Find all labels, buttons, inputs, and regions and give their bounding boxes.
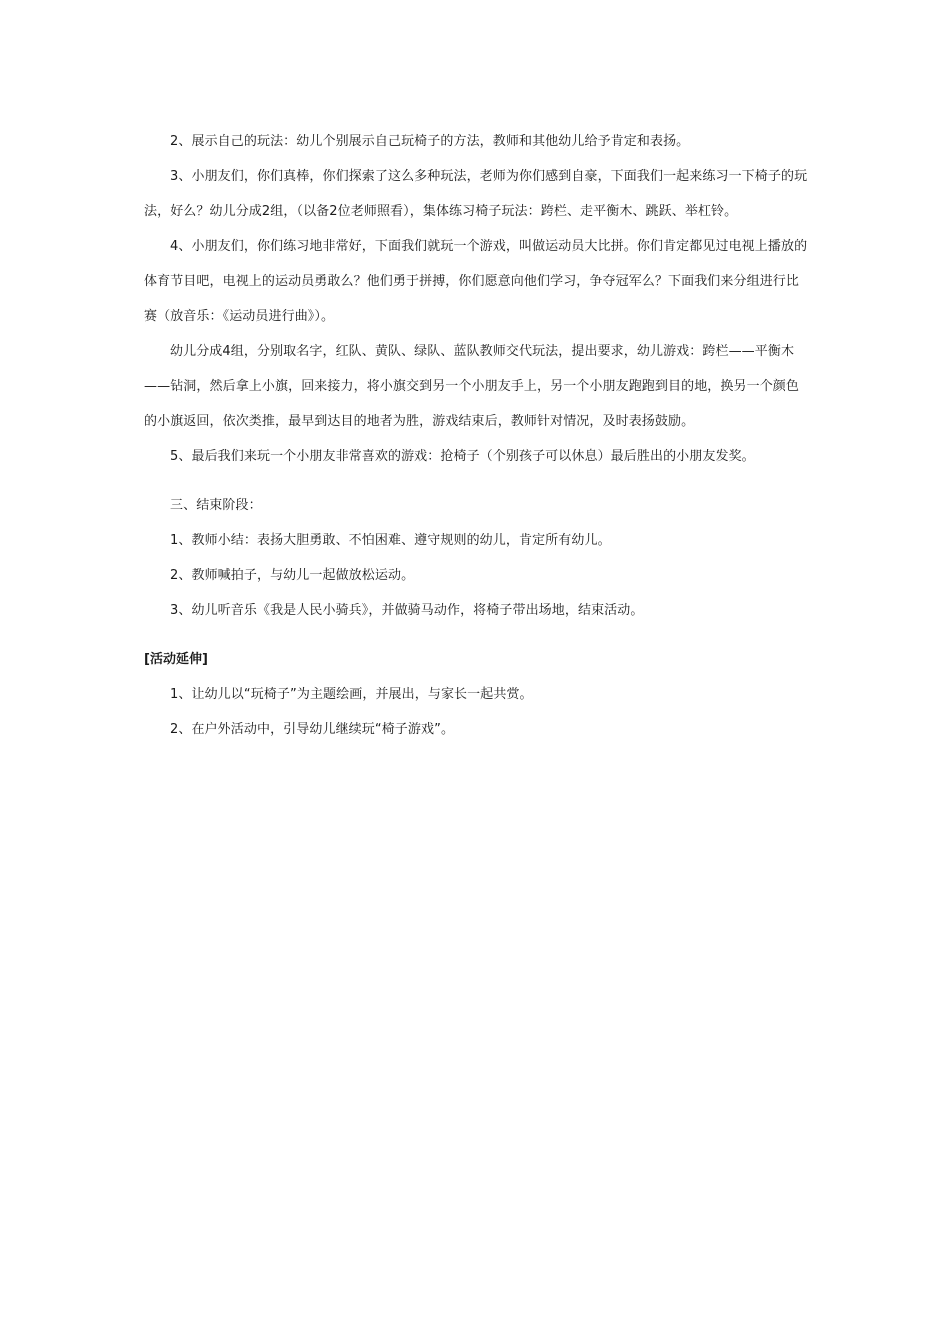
section-heading-extension: [活动延伸]: [144, 652, 208, 667]
ending-item-2: 2、教师喊拍子，与幼儿一起做放松运动。: [170, 568, 415, 583]
paragraph-game-rules: 幼儿分成4组，分别取名字，红队、黄队、绿队、蓝队教师交代玩法，提出要求，幼儿游戏：跨栏——平衡木——钻洞，然后拿上小旗，回来接力，将小旗交到另一个小朋友手上，另一个小朋友跑跑到目的地，换另一个颜色的小旗返回，依次类推，最早到达目的地者为胜，游戏结束后，教师针对情况，及时表扬鼓励。: [144, 344, 800, 429]
extension-item-1: 1、让幼儿以“玩椅子”为主题绘画，并展出，与家长一起共赏。: [170, 687, 533, 702]
paragraph-step-5: 5、最后我们来玩一个小朋友非常喜欢的游戏：抢椅子（个别孩子可以休息）最后胜出的小朋友发奖。: [170, 449, 755, 464]
ending-item-1: 1、教师小结：表扬大胆勇敢、不怕困难、遵守规则的幼儿，肯定所有幼儿。: [170, 533, 611, 548]
paragraph-step-2: 2、展示自己的玩法：幼儿个别展示自己玩椅子的方法，教师和其他幼儿给予肯定和表扬。: [170, 134, 690, 149]
section-spacer: [144, 628, 808, 642]
section-spacer: [144, 474, 808, 488]
ending-item-3: 3、幼儿听音乐《我是人民小骑兵》，并做骑马动作，将椅子带出场地，结束活动。: [170, 603, 644, 618]
extension-item-2: 2、在户外活动中，引导幼儿继续玩“椅子游戏”。: [170, 722, 455, 737]
document-body: [144, 124, 808, 747]
section-heading-ending: 三、结束阶段：: [170, 498, 262, 513]
paragraph-step-3: 3、小朋友们，你们真棒，你们探索了这么多种玩法，老师为你们感到自豪，下面我们一起来练习一下椅子的玩法，好么？幼儿分成2组，（以备2位老师照看），集体练习椅子玩法：跨栏、走平衡木、跳跃、举杠铃。: [144, 169, 808, 219]
paragraph-step-4: 4、小朋友们，你们练习地非常好，下面我们就玩一个游戏，叫做运动员大比拼。你们肯定都见过电视上播放的体育节目吧，电视上的运动员勇敢么？他们勇于拼搏，你们愿意向他们学习，争夺冠军么？下面我们来分组进行比赛（放音乐：《运动员进行曲》）。: [144, 239, 808, 324]
